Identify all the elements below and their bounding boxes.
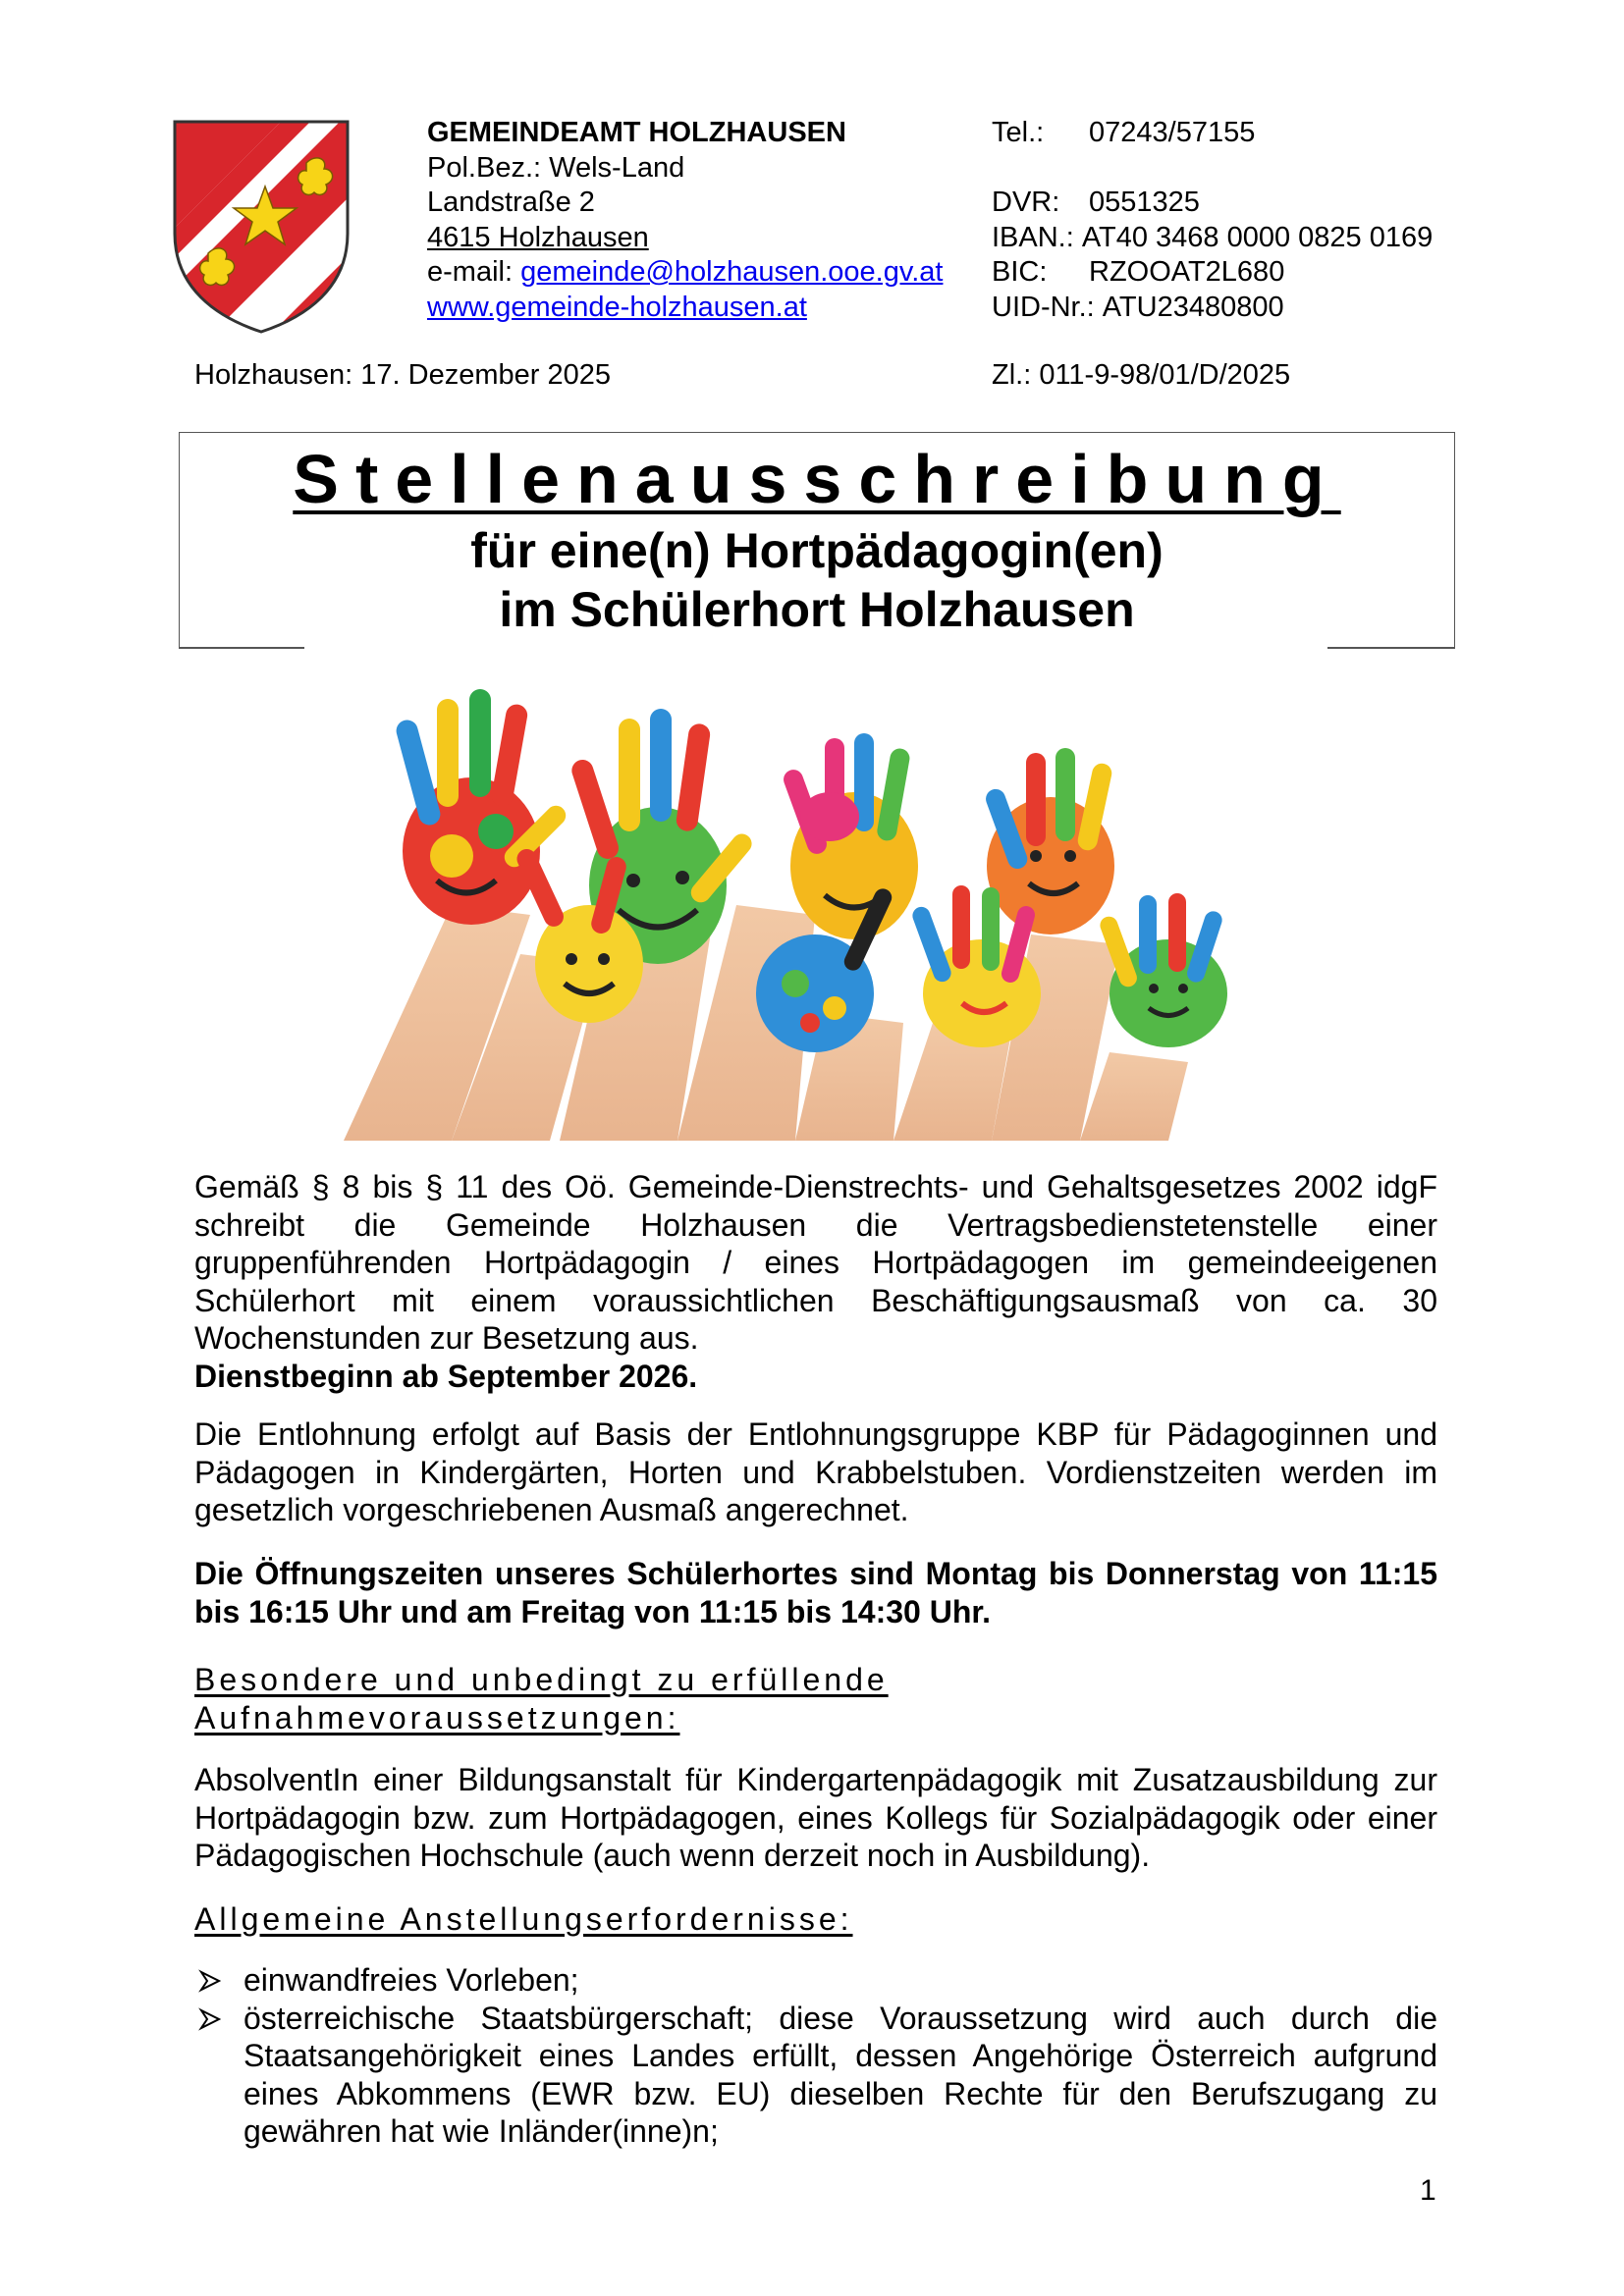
heading1-line1: Besondere und unbedingt zu erfüllende: [194, 1662, 889, 1697]
org-name: GEMEINDEAMT HOLZHAUSEN: [427, 117, 846, 148]
bic-label: BIC:: [992, 256, 1048, 288]
iban-value: AT40 3468 0000 0825 0169: [1081, 221, 1434, 253]
paragraph-salary: Die Entlohnung erfolgt auf Basis der Entlohnungsgruppe KBP für Pädagoginnen und Pädagogen in Kindergärten, Horten und Krabbelstuben. Vordienstzeiten werden im gesetzlich vorgeschriebenen Ausmaß angerechnet.: [194, 1416, 1437, 1527]
title-box-bottom-right: [1327, 647, 1455, 649]
iban-label: IBAN.:: [992, 221, 1074, 253]
list-item: österreichische Staatsbürgerschaft; diese Voraussetzung wird auch durch die Staatsangehörigkeit eines Landes erfüllt, dessen Angehörige Österreich aufgrund eines Abkommens (EWR bzw. EU) dieselben Rechte für den Berufszugang zu gewähren hat wie Inländer(inne)n;: [194, 2000, 1437, 2151]
district: Pol.Bez.: Wels-Land: [427, 151, 685, 184]
tel-value: 07243/57155: [1089, 117, 1256, 148]
arrowhead-bullet-icon: [198, 2007, 222, 2031]
email-label: e-mail:: [427, 256, 521, 288]
title-subline-1: für eine(n) Hortpädagogin(en): [470, 523, 1164, 578]
dvr-value: 0551325: [1089, 187, 1200, 218]
title-subline-2: im Schülerhort Holzhausen: [499, 582, 1135, 637]
reference-number: Zl.: 011-9-98/01/D/2025: [992, 359, 1291, 391]
uid-row: [992, 291, 1433, 326]
requirements-list: [194, 1961, 1437, 2151]
date-line: Holzhausen: 17. Dezember 2025: [194, 359, 611, 391]
tel-row: [992, 116, 1433, 151]
iban-row: [992, 221, 1433, 256]
website-link[interactable]: www.gemeinde-holzhausen.at: [427, 291, 807, 323]
heading1-line2: Aufnahmevoraussetzungen:: [194, 1699, 680, 1735]
page-number: 1: [1420, 2174, 1436, 2207]
dvr-row: [992, 186, 1433, 221]
uid-value: ATU23480800: [1102, 291, 1284, 323]
heading2-text: Allgemeine Anstellungserfordernisse:: [194, 1901, 853, 1937]
title-box-bottom-left: [179, 647, 304, 649]
street: Landstraße 2: [427, 187, 595, 218]
arrowhead-bullet-icon: [198, 1969, 222, 1993]
start-date: Dienstbeginn ab September 2026.: [194, 1358, 698, 1394]
intro-text: Gemäß § 8 bis § 11 des Oö. Gemeinde-Dienstrechts- und Gehaltsgesetzes 2002 idgF schreibt die Gemeinde Holzhausen die Vertragsbedienstetenstelle einer gruppenführenden Hortpädagogin / eines Hortpädagogen im gemeindeeigenen Schülerhort mit einem voraussichtlichen Beschäftigungsausmaß von ca. 30 Wochenstunden zur Besetzung aus.: [194, 1169, 1437, 1356]
coat-of-arms-icon: [169, 116, 353, 338]
header-contact: [992, 116, 1433, 325]
page-title: Stellenausschreibung: [293, 441, 1341, 517]
section-heading-special-requirements: [194, 1661, 1437, 1736]
email-link[interactable]: gemeinde@holzhausen.ooe.gv.at: [520, 256, 944, 288]
painted-hands-illustration: [304, 660, 1316, 1141]
header-address: [427, 116, 943, 325]
tel-label: Tel.:: [992, 117, 1045, 148]
paragraph-opening-hours: Die Öffnungszeiten unseres Schülerhortes sind Montag bis Donnerstag von 11:15 bis 16:15 Uhr und am Freitag von 11:15 bis 14:30 Uhr.: [194, 1556, 1437, 1629]
dvr-label: DVR:: [992, 187, 1060, 218]
email-line: [427, 255, 943, 291]
paragraph-intro: [194, 1168, 1437, 1395]
section-heading-general-requirements: [194, 1900, 1437, 1939]
city: 4615 Holzhausen: [427, 221, 649, 253]
list-item: einwandfreies Vorleben;: [194, 1961, 1437, 2000]
bic-row: [992, 255, 1433, 291]
paragraph-qualifications: AbsolventIn einer Bildungsanstalt für Kindergartenpädagogik mit Zusatzausbildung zur Hortpädagogin bzw. zum Hortpädagogen, eines Kollegs für Sozialpädagogik oder einer Pädagogischen Hochschule (auch wenn derzeit noch in Ausbildung).: [194, 1762, 1437, 1873]
bic-value: RZOOAT2L680: [1089, 256, 1285, 288]
uid-label: UID-Nr.:: [992, 291, 1095, 323]
